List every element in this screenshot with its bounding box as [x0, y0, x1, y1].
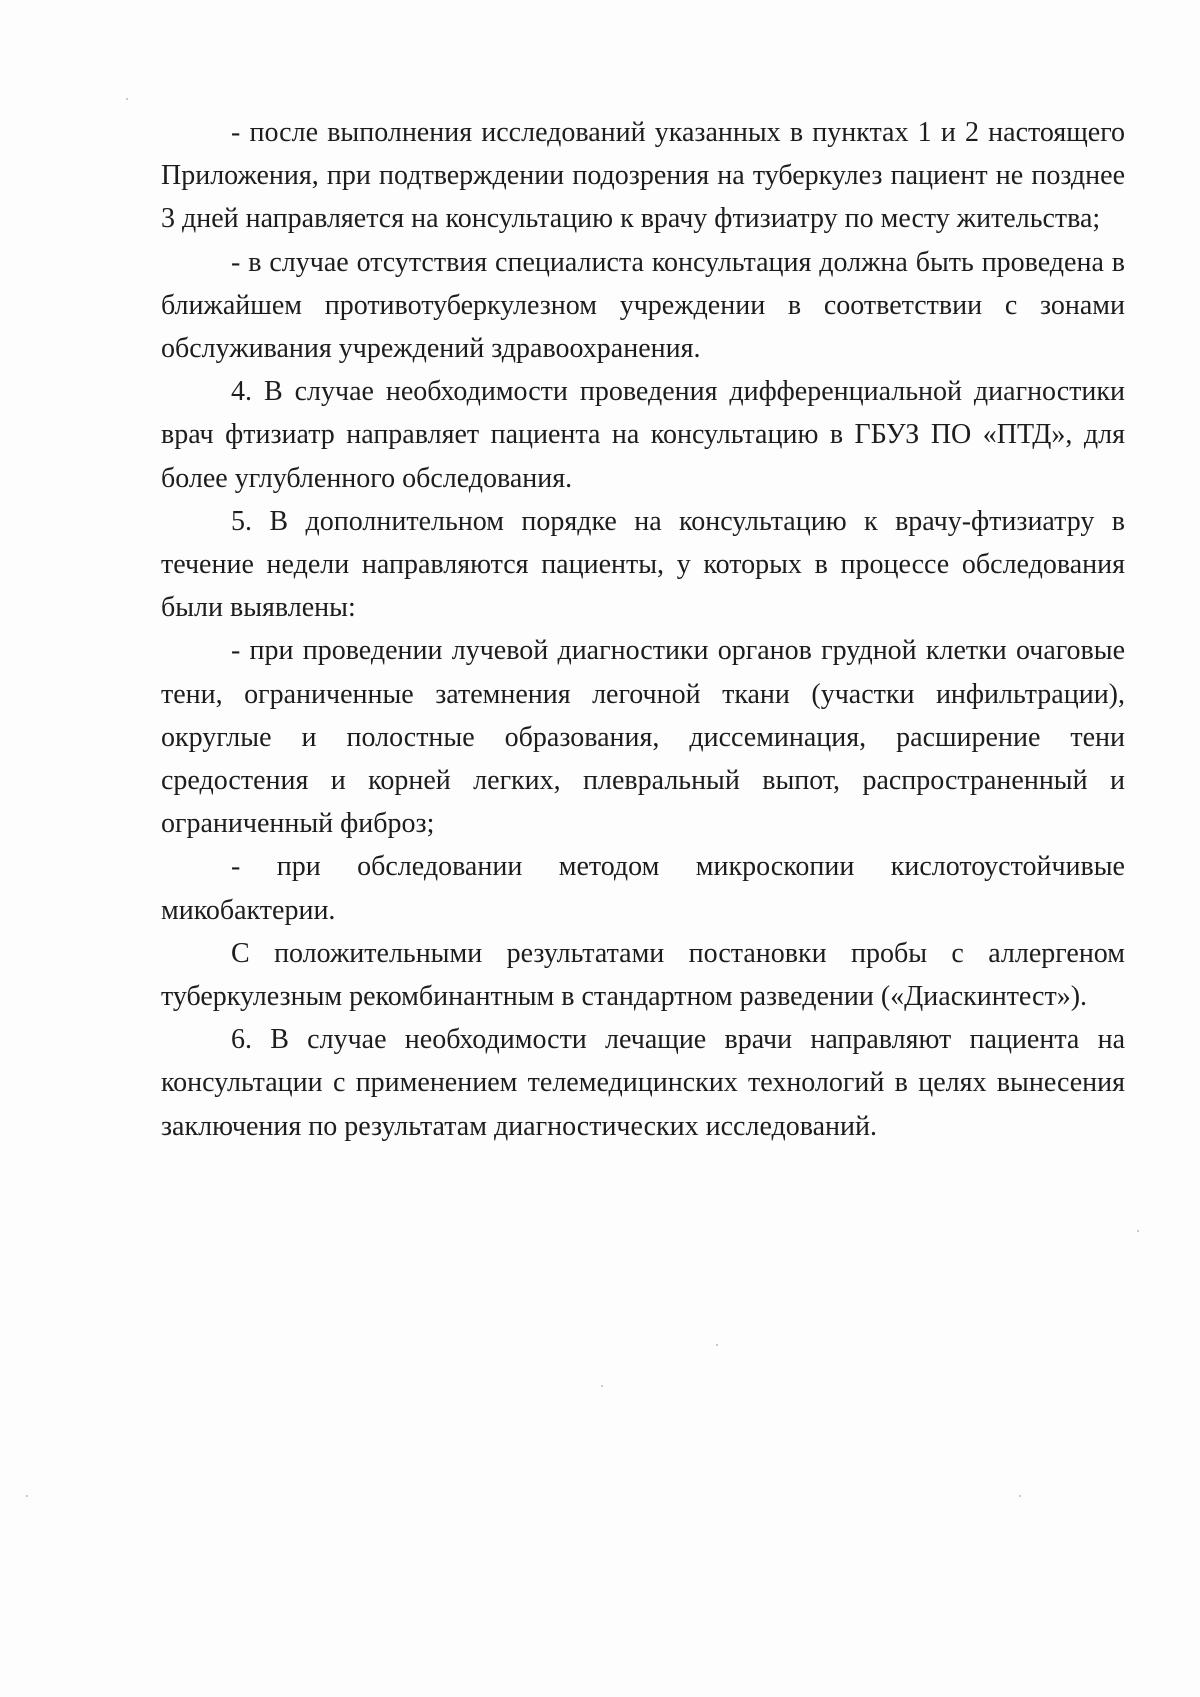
scan-speck	[1019, 1495, 1021, 1497]
scan-speck	[26, 1495, 28, 1497]
scan-speck	[601, 1385, 603, 1387]
paragraph-radiology-findings: - при проведении лучевой диагностики органов грудной клетки очаговые тени, ограниченные затемнения легочной ткани (участки инфильтрации), округлые и полостные образования, диссеминация, расширение тени средостения и корней легких, плевральный выпот, распространенный и ограниченный фиброз;	[161, 635, 1125, 840]
scan-speck	[716, 1344, 718, 1346]
scan-speck	[126, 98, 128, 100]
paragraph-item-4: 4. В случае необходимости проведения дифференциальной диагностики врач фтизиатр направляет пациента на консультацию в ГБУЗ ПО «ПТД», для более углубленного обследования.	[161, 376, 1125, 494]
paragraph-diaskintest: С положительными результатами постановки пробы с аллергеном туберкулезным рекомбинантным в стандартном разведении («Диаскинтест»).	[161, 937, 1125, 1013]
document-body	[161, 111, 1125, 1148]
paragraph-no-specialist: - в случае отсутствия специалиста консультация должна быть проведена в ближайшем противотуберкулезном учреждении в соответствии с зонами обслуживания учреждений здравоохранения.	[161, 246, 1125, 365]
paragraph-item-5: 5. В дополнительном порядке на консультацию к врачу-фтизиатру в течение недели направляются пациенты, у которых в процессе обследования были выявлены:	[161, 505, 1125, 624]
paragraph-referral-after-exams: - после выполнения исследований указанных в пунктах 1 и 2 настоящего Приложения, при подтверждении подозрения на туберкулез пациент не позднее 3 дней направляется на консультацию к врачу фтизиатру по месту жительства;	[161, 117, 1125, 235]
paragraph-item-6: 6. В случае необходимости лечащие врачи направляют пациента на консультации с применением телемедицинских технологий в целях вынесения заключения по результатам диагностических исследований.	[161, 1024, 1125, 1142]
paragraph-microscopy-findings: - при обследовании методом микроскопии кислотоустойчивые микобактерии.	[161, 851, 1125, 926]
scan-speck	[1137, 1230, 1139, 1232]
